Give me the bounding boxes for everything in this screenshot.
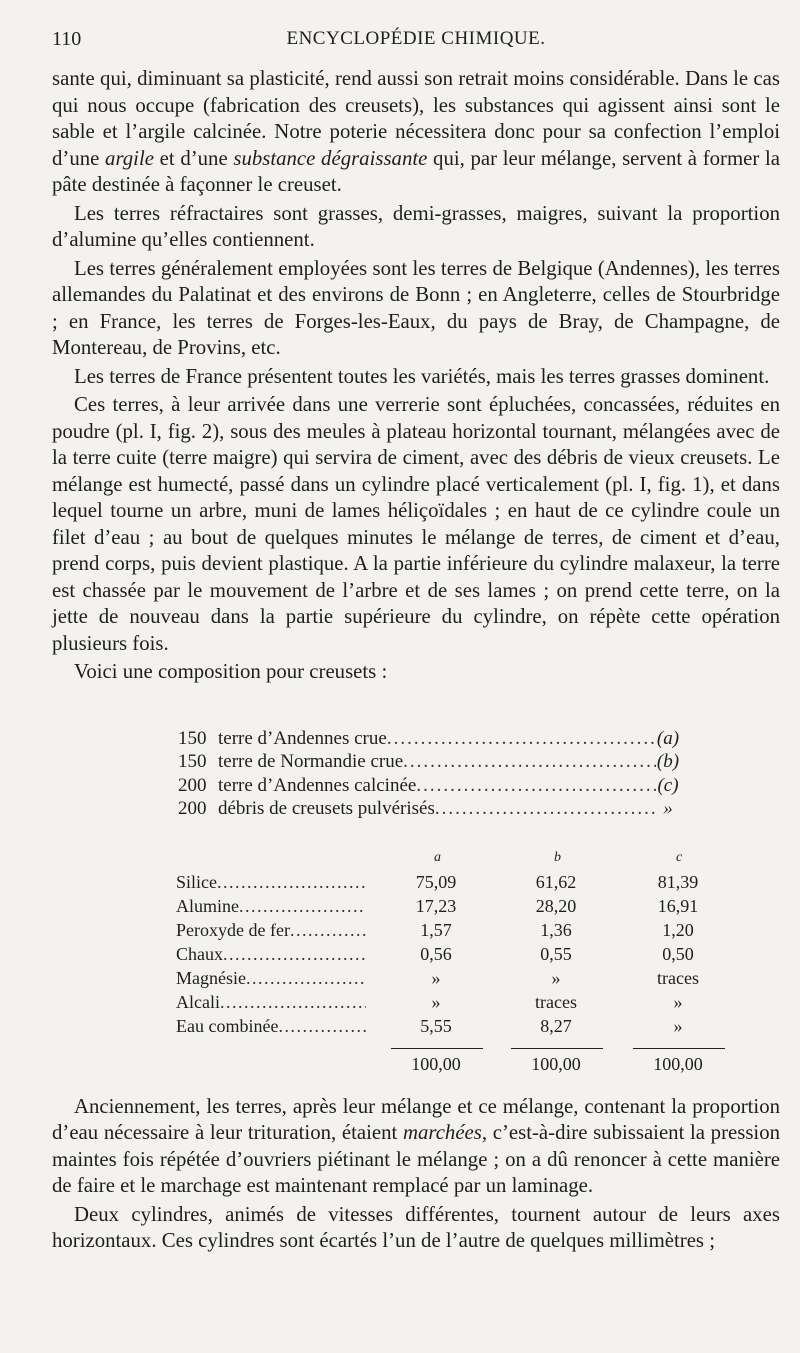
composition-table xyxy=(176,850,726,1078)
column-header-c: c xyxy=(676,849,683,865)
paragraph-7: Anciennement, les terres, après leur mélange et ce mélange, contenant la proportion d’eau nécessaire à leur trituration, étaient marchées, c’est-à-dire subissaient la pression maintes fois répétée d’ouvriers piétinant le mélange ; on a dû renoncer à cette manière de faire et le marchage est maintenant remplacé par un laminage. xyxy=(52,1094,780,1197)
table-total-row: 100,00 100,00 100,00 xyxy=(411,1053,703,1074)
table-row: Eau combinée ..... 5,55 8,27 » xyxy=(176,1016,726,1038)
page-body xyxy=(52,66,780,1255)
column-header-a: a xyxy=(434,849,441,865)
recipe-row: 150 terre de Normandie crue ..... (b) xyxy=(178,751,680,775)
table-row: Magnésie ..... » » traces xyxy=(176,968,726,990)
total-rule-b xyxy=(511,1048,603,1049)
paragraph-2: Les terres réfractaires sont grasses, demi-grasses, maigres, suivant la proportion d’alumine qu’elles contiennent. xyxy=(52,201,780,251)
column-header-b: b xyxy=(554,849,561,865)
total-rule-a xyxy=(391,1048,483,1049)
recipe-row: 200 débris de creusets pulvérisés ..... » xyxy=(178,798,680,822)
paragraph-6: Voici une composition pour creusets : xyxy=(74,660,388,683)
paragraph-3: Les terres généralement employées sont les terres de Belgique (Andennes), les terres allemandes du Palatinat et des environs de Bonn ; en Angleterre, celles de Stourbridge ; en France, les terres de Forges-les-Eaux, du pays de Bray, de Champagne, de Montereau, de Provins, etc. xyxy=(52,256,780,359)
paragraph-4: Les terres de France présentent toutes les variétés, mais les terres grasses dominent. xyxy=(74,364,770,388)
total-rule-c xyxy=(633,1048,725,1049)
paragraph-5: Ces terres, à leur arrivée dans une verrerie sont épluchées, concassées, réduites en poudre (pl. I, fig. 2), sous des meules à plateau horizontal tournant, mélangées avec de la terre cuite (terre maigre) qui servira de ciment, avec des débris de vieux creusets. Le mélange est humecté, passé dans un cylindre placé verticalement (pl. I, fig. 1), et dans lequel tourne un arbre, muni de lames héliçoïdales ; en haut de ce cylindre coule un filet d’eau ; au bout de quelques minutes le mélange de terres, de ciment et d’eau, prend corps, puis devient plastique. A la partie inférieure du cylindre malaxeur, la terre est chassée par le mouvement de l’arbre et de ses lames ; on prend cette terre, on la jette de nouveau dans la partie supérieure du cylindre, on répète cette opération plusieurs fois. xyxy=(52,393,780,655)
table-row: Silice ..... 75,09 61,62 81,39 xyxy=(176,872,726,894)
crucible-recipe xyxy=(178,728,680,822)
page-number: 110 xyxy=(52,28,82,50)
table-row: Peroxyde de fer ..... 1,57 1,36 1,20 xyxy=(176,920,726,942)
paragraph-8: Deux cylindres, animés de vitesses différentes, tournent autour de leurs axes horizontaux. Ces cylindres sont écartés l’un de l’autre de quelques millimètres ; xyxy=(52,1202,780,1252)
table-row: Alumine ..... 17,23 28,20 16,91 xyxy=(176,896,726,918)
running-title: ENCYCLOPÉDIE CHIMIQUE. xyxy=(286,28,546,49)
page-header xyxy=(52,28,780,54)
paragraph-1: sante qui, diminuant sa plasticité, rend aussi son retrait moins considérable. Dans le cas qui nous occupe (fabrication des creusets), les substances qui agissent ainsi sont le sable et l’argile calcinée. Notre poterie nécessitera donc pour sa confection l’emploi d’une argile et d’une substance dégraissante qui, par leur mélange, servent à former la pâte destinée à façonner le creuset. xyxy=(52,67,780,196)
recipe-row: 150 terre d’Andennes crue ..... (a) xyxy=(178,728,680,752)
table-row: Alcali ..... » traces » xyxy=(176,992,726,1014)
table-row: Chaux ..... 0,56 0,55 0,50 xyxy=(176,944,726,966)
recipe-row: 200 terre d’Andennes calcinée ..... (c) xyxy=(178,775,680,799)
